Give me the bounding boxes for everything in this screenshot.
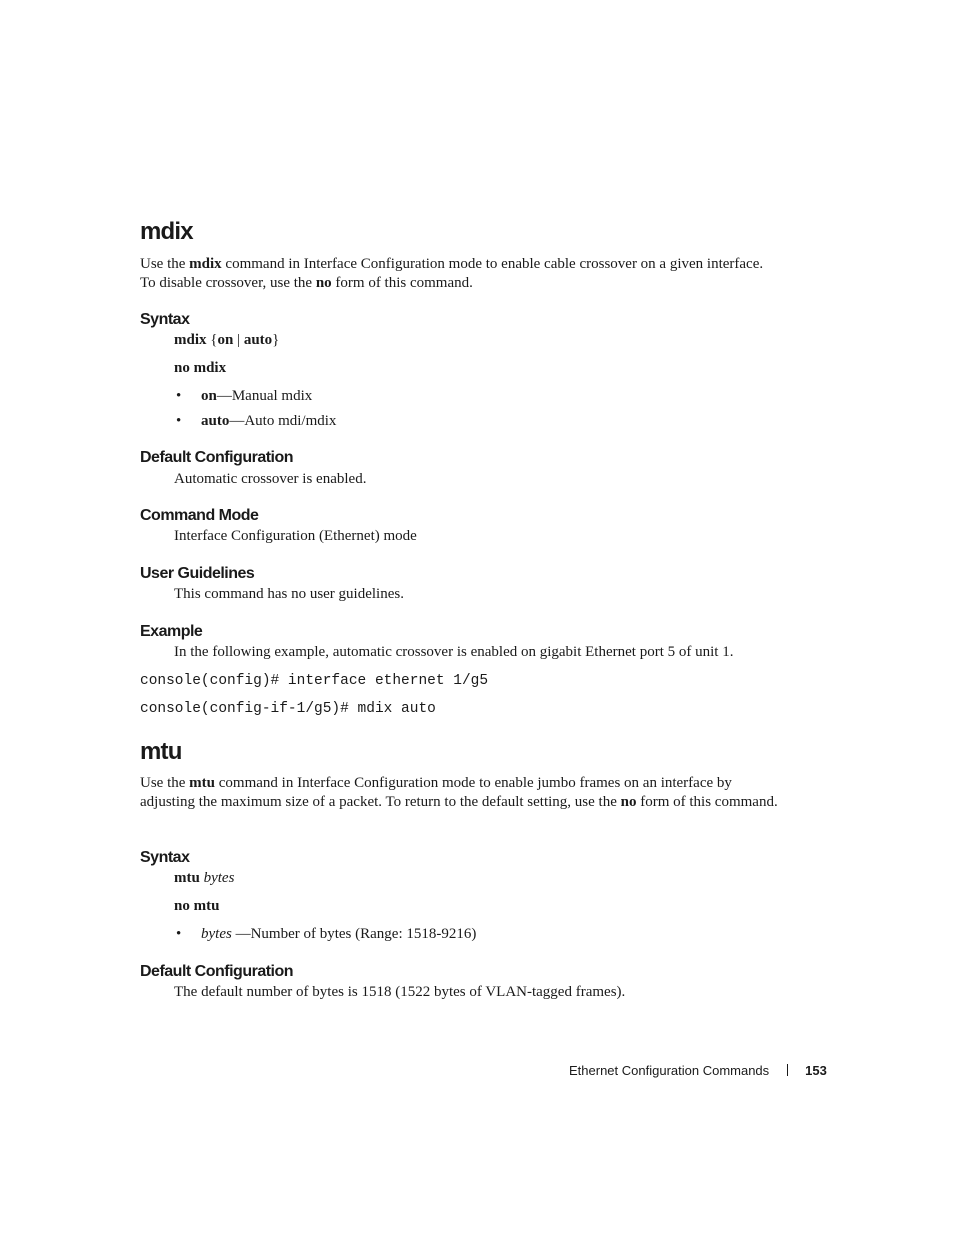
mtu-syntax-line: mtu bytes: [174, 870, 235, 886]
footer-section-title: Ethernet Configuration Commands: [569, 1063, 770, 1078]
list-item: • on—Manual mdix: [176, 388, 313, 404]
list-item: • bytes —Number of bytes (Range: 1518-9216): [176, 926, 477, 942]
mdix-example-heading: Example: [140, 623, 203, 640]
mdix-default-heading: Default Configuration: [140, 449, 294, 466]
footer-divider: [787, 1064, 788, 1076]
mdix-default-text: Automatic crossover is enabled.: [174, 471, 367, 487]
mdix-guidelines-text: This command has no user guidelines.: [174, 586, 404, 602]
section-title-mtu: mtu: [140, 738, 182, 765]
mdix-mode-heading: Command Mode: [140, 507, 259, 524]
mtu-default-text: The default number of bytes is 1518 (1522 bytes of VLAN-tagged frames).: [174, 984, 626, 1000]
mdix-no-syntax-line: no mdix: [174, 360, 227, 376]
mtu-description: Use the mtu command in Interface Configuration mode to enable jumbo frames on an interface by adjusting the maximum size of a packet. To return to the default setting, use the no form of this command.: [140, 775, 778, 810]
list-item: • auto—Auto mdi/mdix: [176, 413, 337, 429]
mdix-syntax-line: mdix {on | auto}: [174, 332, 280, 348]
section-title-mdix: mdix: [140, 218, 193, 245]
code-line: console(config-if-1/g5)# mdix auto: [140, 701, 436, 717]
mtu-syntax-heading: Syntax: [140, 849, 190, 866]
mdix-syntax-heading: Syntax: [140, 311, 190, 328]
mtu-no-syntax-line: no mtu: [174, 898, 220, 914]
code-line: console(config)# interface ethernet 1/g5: [140, 673, 489, 689]
page-number: 153: [805, 1063, 827, 1078]
mdix-mode-text: Interface Configuration (Ethernet) mode: [174, 528, 417, 544]
mdix-description: Use the mdix command in Interface Configuration mode to enable cable crossover on a given interface. To disable crossover, use the no form of this command.: [140, 256, 764, 291]
mdix-guidelines-heading: User Guidelines: [140, 565, 255, 582]
mtu-default-heading: Default Configuration: [140, 963, 294, 980]
page-footer: [569, 1063, 827, 1078]
mdix-example-text: In the following example, automatic crossover is enabled on gigabit Ethernet port 5 of unit 1.: [174, 644, 734, 660]
